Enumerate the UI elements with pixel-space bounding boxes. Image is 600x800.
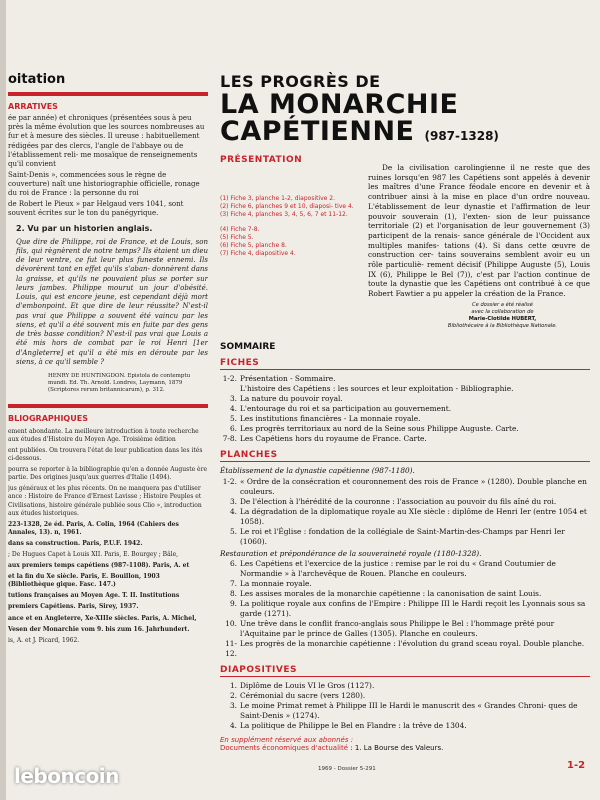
reference-item: (7) Fiche 4, diapositive 4. [220,249,296,257]
list-item-number: 4. [229,721,237,731]
title-line-3: CAPÉTIENNE [220,116,415,147]
list-item-text: Les progrès de la monarchie capétienne : l'évolution du grand sceau royal. Double planche. [240,639,585,649]
paragraph: de Robert le Pieux » par Helgaud vers 1041, sont souvent écrites sur le ton du panégyrique. [8,200,184,218]
reference-item: (5) Fiche 5. [220,234,254,242]
supplement-text: : 1. La Bourse des Valeurs. [350,744,444,753]
list-item [220,477,590,497]
list-item-text: L'entourage du roi et sa participation au gouvernement. [240,403,452,413]
list-item-number: 11-12. [225,639,237,659]
list-item-text: L'histoire des Capétiens : les sources et leur exploitation - Bibliographie. [240,383,514,393]
list-item [220,434,590,444]
bibliography-entry: tutions françaises au Moyen Age. T. II. Institutions [8,592,180,600]
bibliography-entry: dans sa construction. Paris, P.U.F. 1942. [8,539,143,547]
list-item [220,394,590,404]
list-item [220,721,590,731]
list-item-text: Le roi et l'Église : fondation de la collégiale de Saint-Martin-des-Champs par Henri Ier (1060). [240,526,565,546]
list-item-text: « Ordre de la consécration et couronnement des rois de France » (1280). Double planche en couleurs. [240,476,587,496]
list-item-number: 1. [229,681,237,691]
list-item [220,374,590,384]
list-item-number: 1-2. [222,374,237,383]
bibliography-entry: Vesen der Monarchie vom 9. bis zum 16. Jahrhundert. [8,625,190,633]
planches-group-b [220,559,590,659]
list-item-text: Les institutions financières - La monnaie royale. [240,413,421,423]
list-item [220,579,590,589]
credit-line: avec la collaboration de [471,309,534,316]
reference-item: (6) Fiche 5, planche 8. [220,241,287,249]
planches-subheading: Établissement de la dynastie capétienne (987-1180). [220,465,415,475]
list-item-number: 7. [229,579,237,589]
list-item-number: 3. [229,701,237,711]
red-underline [220,461,590,462]
list-item-number: 6. [229,423,237,433]
list-item [220,691,590,701]
list-item-text: La dégradation de la diplomatique royale au XIe siècle : diplôme de Henri Ier (entre 1054 et 1058). [240,506,587,526]
heading-diapositives: DIAPOSITIVES [220,665,297,676]
fiches-list [220,374,590,444]
reference-item: (1) Fiche 3, planche 1-2, diapositive 2. [220,195,336,202]
bibliography-entry: 223-1328, 2e éd. Paris, A. Colin, 1964 (Cahiers des Annales, 13). n, 1961. [8,520,179,536]
heading-planches: PLANCHES [220,449,278,460]
watermark-logo: leboncoin [14,764,119,788]
bibliography-entry: ance et en Angleterre, Xe-XIIIe siècles. Paris, A. Michel, [8,614,197,622]
presentation-text: De la civilisation carolingienne il ne reste que des ruines lorsqu'en 987 les Capétiens sont appelés à devenir les maîtres d'une France féodale encore en devenir et à contribuer ainsi à la mise en place d'un ordre nouveau. L'établissement de leur dynastie et l'affirmation de leur pouvoir souverain (1), l'exten- sion de leur puissance territoriale (2) et l'organisation de leur gouvernement (3) participent de la renais- sance générale de l'Occident aux multiples manifes- tations (4). Si dans cette œuvre de construction cer- tains souverains semblent avoir eu un rôle particuliè- rement décisif (Philippe Auguste (5), Louis IX (6), Philippe le Bel (7)), c'est par l'action continue de toute la dynastie que les Capétiens ont contribué à ce que Robert Fawtier a pu appeler la création de la France. [368,163,590,299]
list-item [220,497,590,507]
spacer [220,218,360,226]
list-item-text: Une trêve dans le conflit franco-anglais sous Philippe le Bel : l'hommage prêté pour l'Aquitaine par le prince de Galles (1305). Planche en couleurs. [240,619,555,639]
title-dates: (987-1328) [424,129,499,143]
list-item [220,589,590,599]
list-item-number: 5. [229,413,237,423]
credit-line: Bibliothécaire à la Bibliothèque Nationale. [447,323,558,330]
list-item-text: De l'élection à l'hérédité de la couronne : l'association au pouvoir du fils aîné du roi. [240,496,557,506]
list-item-text: Cérémonial du sacre (vers 1280). [240,691,366,701]
planches-subheading: Restauration et prépondérance de la souveraineté royale (1180-1328). [220,548,482,558]
list-item [220,681,590,691]
list-item-text: La politique de Philippe le Bel en Flandre : la trêve de 1304. [240,721,467,731]
list-item [220,701,590,721]
list-item-text: Diplôme de Louis VI le Gros (1127). [240,681,375,691]
page-edge [0,0,6,800]
quote-text: Que dire de Philippe, roi de France, et de Louis, son fils, qui règnèrent de notre temps? Ils étaient un dieu de leur ventre, ce fut leur plus funeste ennemi. Ils dévorèrent tant en effet qu'ils s'aban- donnèrent dans la graisse, et qu'ils ne pouvaient plus se porter sur leurs jambes. Philippe mourut un jour d'obésité. Louis, qui est encore jeune, est cependant déjà mort d'embonpoint. Et que dire de leur réussite? N'est-il pas vrai que Philippe a souvent été vaincu par les siens, et qu'il a été souvent mis en fuite par des gens de très basse condition? N'est-il pas vrai que Louis a été mis hors de combat par le roi Henri [1er d'Angleterre] et qu'il a été mis en déroute par les siens, à ce qu'il semble ? [16,237,208,366]
list-item [220,384,590,394]
quote-title: 2. Vu par un historien anglais. [16,224,153,234]
credit-author: Marie-Clotilde HUBERT, [468,316,537,323]
presentation-section [220,155,590,340]
planches-list [220,466,590,659]
supplement-note [220,736,590,752]
title-row-3 [220,118,590,145]
list-item-number: 2. [229,691,237,701]
reference-item: (2) Fiche 6, planches 9 et 10, diaposi- tive 4. [220,202,354,210]
paragraph: ée par année) et chroniques (présentées sous à peu près la même évolution que les sources nombreuses au fur et à mesure des siècles. Il ureuse : habituellement rédigées par des clercs, l'angle de l'abbaye ou de l'établissement reli- me mosaïque de renseignements qu'il convient [8,114,205,168]
list-item-text: Les progrès territoriaux au nord de la Seine sous Philippe Auguste. Carte. [240,423,519,433]
supplement-doc: Documents économiques d'actualité [220,744,349,753]
right-column [220,72,590,752]
supplement-label: En supplément réservé aux abonnés : [220,736,354,745]
list-item [220,599,590,619]
left-column [8,72,208,762]
list-item-number: 4. [229,506,237,516]
credit [415,302,590,330]
bibliography-entry: ; De Hugues Capet à Louis XII. Paris, E. Bourgey ; Bâle, [8,551,179,559]
list-item-text: La nature du pouvoir royal. [240,393,343,403]
list-item [220,639,590,659]
list-item [220,404,590,414]
heading-sommaire: SOMMAIRE [220,342,276,352]
bibliography-entry: ent publiées. On trouvera l'état de leur publication dans les ités ci-dessous. [8,446,203,463]
list-item-number: 4. [229,403,237,413]
bibliography-entry: is, A. et J. Picard, 1962. [8,636,80,644]
page-number: 1-2 [567,760,586,771]
presentation-references [220,195,360,258]
reference-item: (4) Fiche 7-8. [220,226,260,234]
list-item-text: Les assises morales de la monarchie capétienne : la canonisation de saint Louis. [240,589,542,599]
list-item [220,507,590,527]
red-underline [220,369,590,370]
red-rule [8,404,208,408]
list-item-number: 6. [229,559,237,569]
list-item-text: Le moine Primat remet à Philippe III le Hardi le manuscrit des « Grandes Chroni- ques de Saint-Denis » (1274). [240,701,578,721]
list-item-number: 1-2. [222,476,237,486]
heading-presentation: PRÉSENTATION [220,155,303,165]
list-item-number [220,384,240,394]
diapositives-list [220,681,590,731]
title-line-1: LES PROGRÈS DE [220,72,381,91]
left-column-title: oitation [8,72,66,87]
list-item-number: 3. [229,496,237,506]
paragraph: Saint-Denis », commencées sous le règne de couverture) naît une historiographie officielle, ronage du roi de France : la personne du roi [8,170,200,198]
bibliography [8,428,208,645]
list-item-text: La politique royale aux confins de l'Empire : Philippe III le Hardi reçoit les Lyonnais sous sa garde (1271). [240,599,586,619]
list-item-number: 5. [229,526,237,536]
list-item [220,527,590,547]
red-rule [8,92,208,96]
planches-group-a [220,477,590,547]
list-item [220,424,590,434]
credit-line: Ce dossier a été réalisé [472,302,533,308]
title-line-2: LA MONARCHIE [220,89,459,120]
bibliography-entry: et la fin du Xe siècle. Paris, E. Bouillon, 1903 (Bibliothèque gique. Fasc. 147.) [8,573,160,589]
bibliography-entry: premiers Capétiens. Paris, Sirey, 1937. [8,603,139,611]
list-item-number: 8. [229,589,237,599]
bibliography-entry: ement abondante. La meilleure introduction à toute recherche aux études d'Histoire du Moyen Age. Troisième édition [8,427,199,443]
list-item-text: Les Capétiens et l'exercice de la justice : remise par le roi du « Grand Coutumier de Normandie » à l'archevêque de Rouen. Planche en couleurs. [240,559,556,579]
list-item [220,559,590,579]
list-item-text: Les Capétiens hors du royaume de France. Carte. [240,433,427,443]
bibliography-entry: jus généraux et les plus récents. On ne manquera pas d'utiliser ance : Histoire de France d'Ernest Lavisse ; Histoire Peuples et Civilisations, histoire générale publiée sous Clio », introduction aux études historiques. [8,485,202,517]
bibliography-entry: aux premiers temps capétiens (987-1108). Paris, A. et [8,562,190,570]
list-item-text: La monnaie royale. [240,579,312,589]
heading-narratives: ARRATIVES [8,101,58,111]
list-item-number: 10. [225,619,237,629]
reference-item: (3) Fiche 4, planches 3, 4, 5, 6, 7 et 11-12. [220,210,348,218]
heading-bibliographiques: BLIOGRAPHIQUES [8,414,88,424]
bibliography-entry: pourra se reporter à la bibliographie qu'en a donnée Auguste ère partie. Des origines jusqu'aux guerres d'Italie (1494). [8,466,208,482]
list-item-number: 7-8. [222,433,237,443]
heading-fiches: FICHES [220,358,260,368]
list-item [220,414,590,424]
footer-ref: 1969 - Dossier 5-291 [318,766,376,772]
list-item-number: 9. [229,599,237,609]
quote-source: HENRY DE HUNTINGDON. Epistola de contemptu mundi. Ed. Th. Arnold. Londres, Laymann, 1879 (Scriptores rerum britannicarum), p. 312. [48,372,191,394]
list-item-number: 3. [229,393,237,403]
list-item [220,619,590,639]
red-underline [220,676,590,677]
list-item-text: Présentation - Sommaire. [240,374,336,383]
